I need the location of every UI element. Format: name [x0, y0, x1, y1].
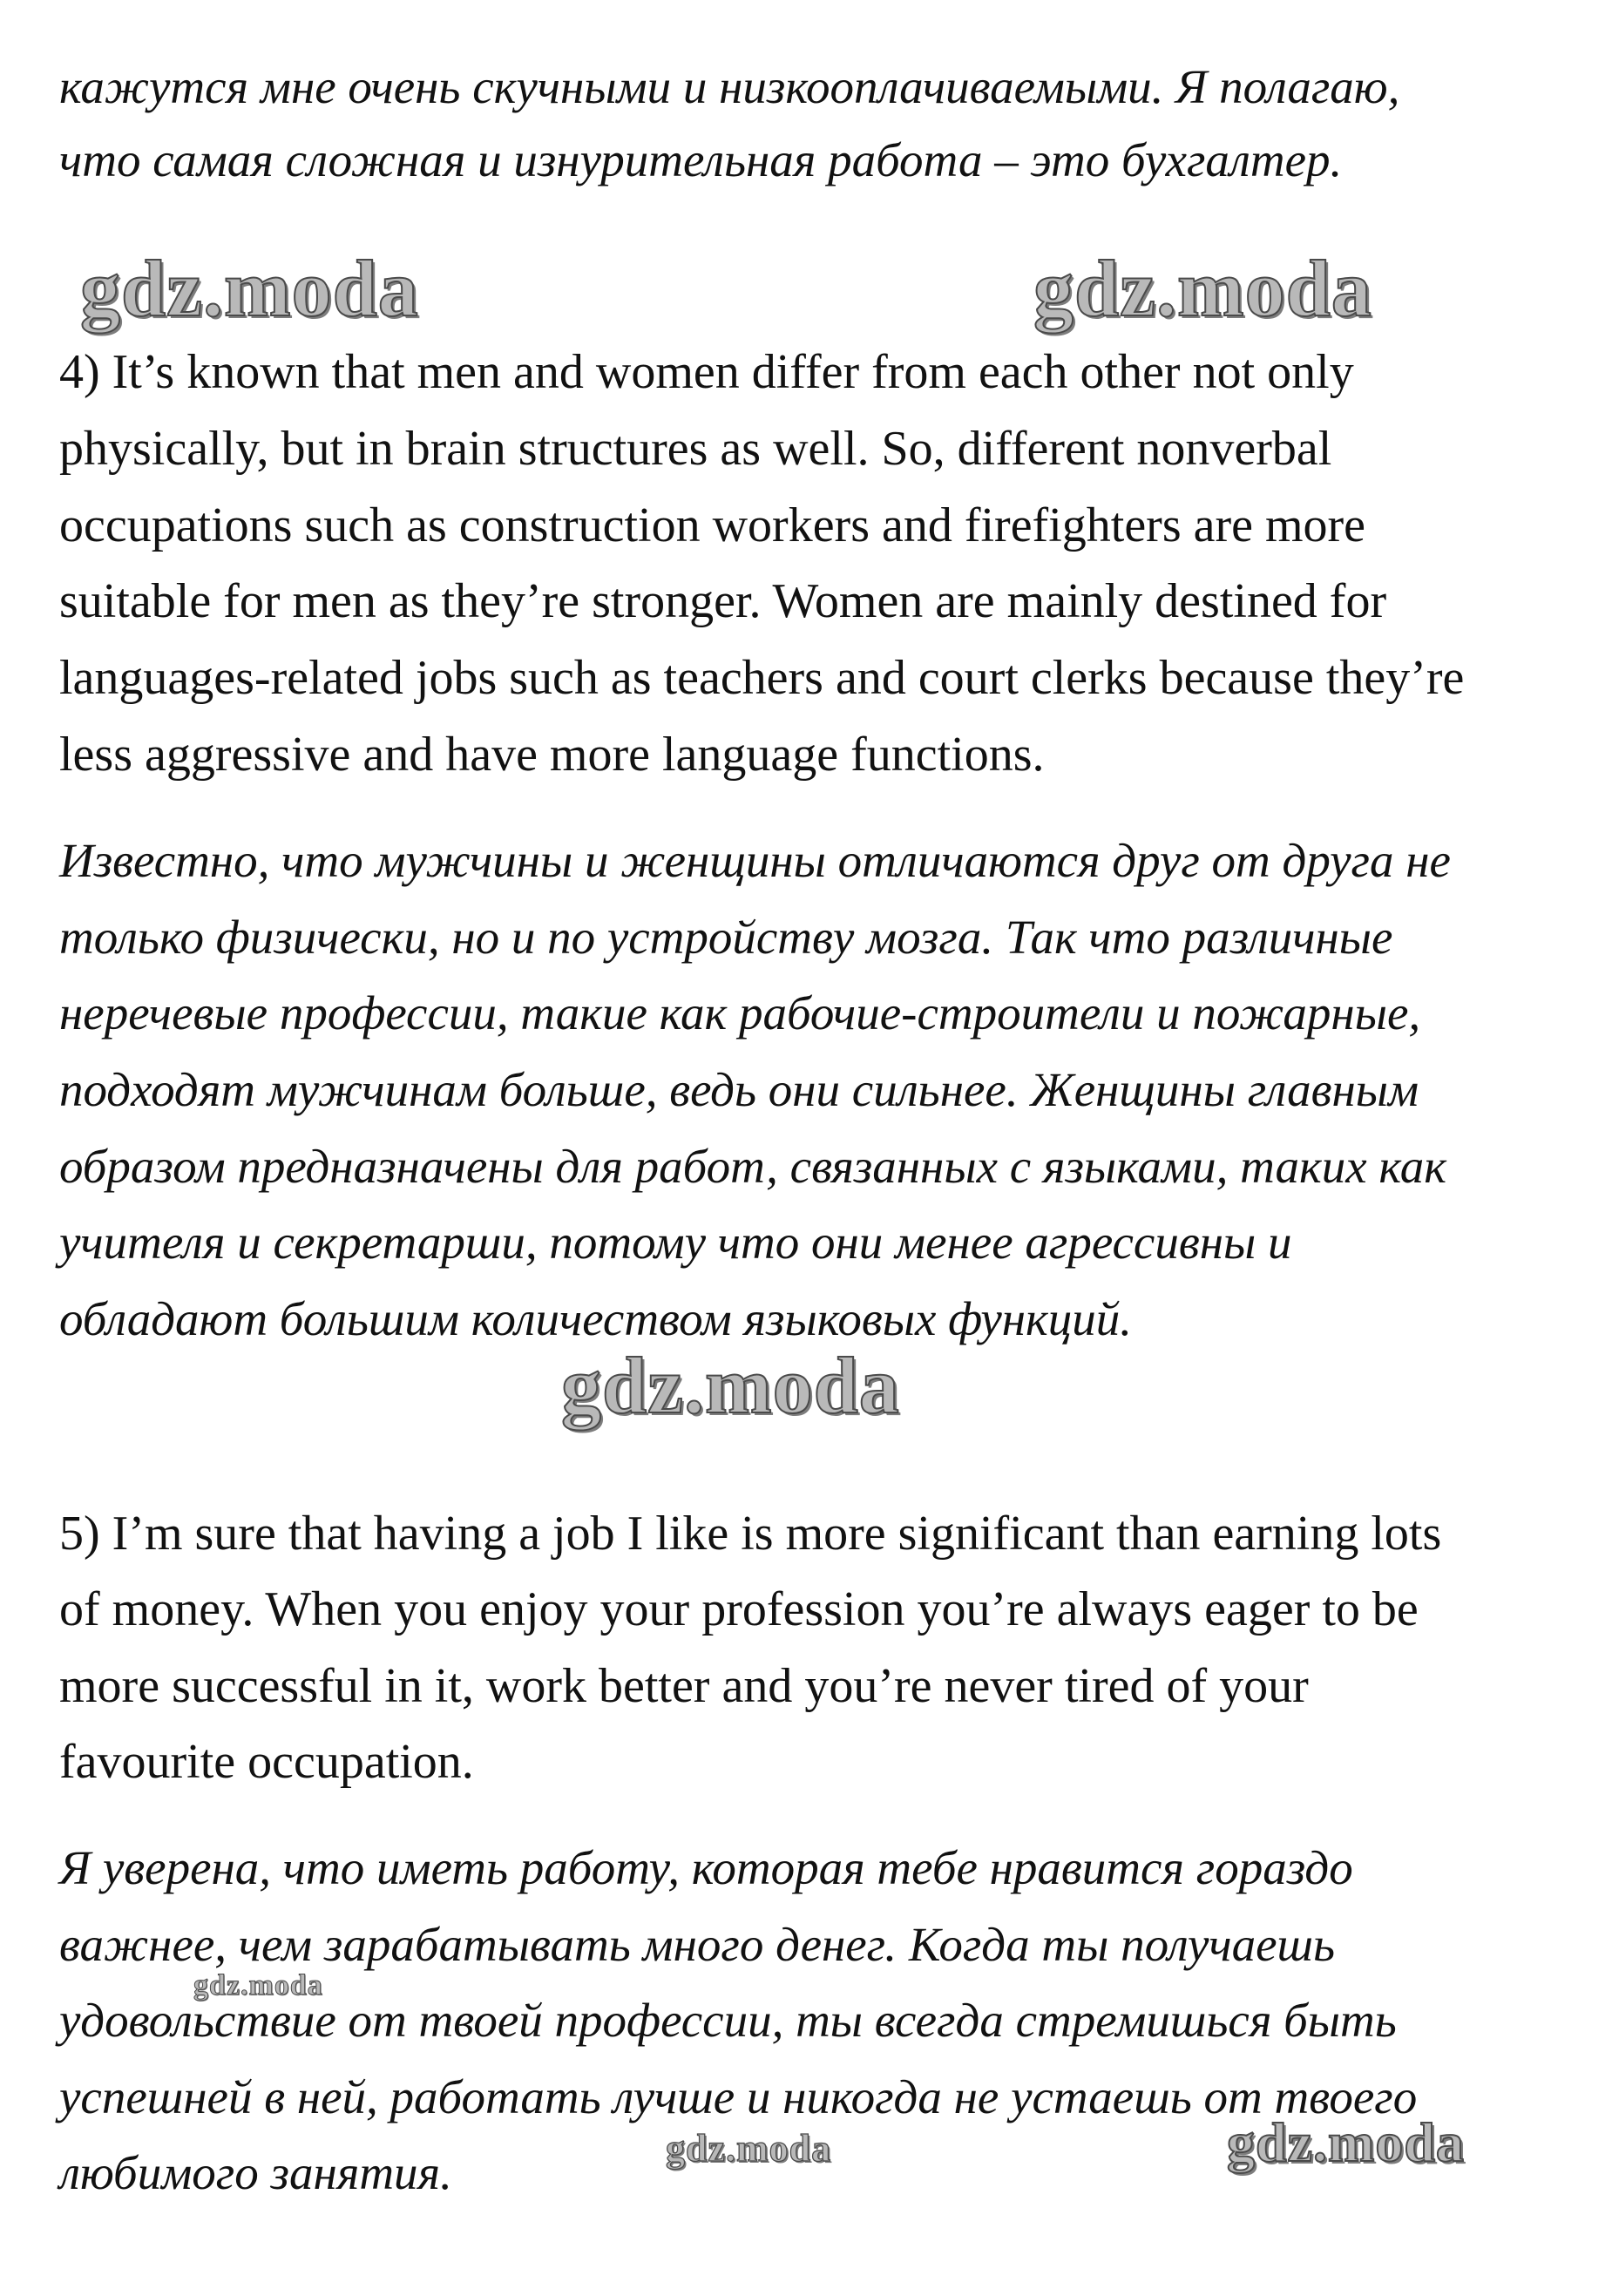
watermark-logo: gdz.moda: [1227, 2111, 1465, 2173]
item5-ru-line: любимого занятия.: [59, 2146, 452, 2199]
item5-ru-line: важнее, чем зарабатывать много денег. Когда ты получаешь: [59, 1918, 1336, 1971]
item4-ru-line: неречевые профессии, такие как рабочие-строители и пожарные,: [59, 986, 1421, 1040]
item4-en-line: occupations such as construction workers and firefighters are more: [59, 498, 1366, 552]
intro-ru-line: кажутся мне очень скучными и низкооплачиваемыми. Я полагаю,: [59, 60, 1400, 113]
watermark-logo: gdz.moda: [561, 1341, 900, 1430]
intro-ru-line: что самая сложная и изнурительная работа – это бухгалтер.: [59, 133, 1343, 186]
item4-ru-line: только физически, но и по устройству мозга. Так что различные: [59, 911, 1393, 964]
item4-ru-line: учителя и секретарши, потому что они менее агрессивны и: [59, 1216, 1292, 1269]
item5-ru-line: удовольствие от твоей профессии, ты всегда стремишься быть: [59, 1994, 1397, 2047]
item5-en-line: more successful in it, work better and you’re never tired of your: [59, 1659, 1309, 1713]
item4-en-line: 4) It’s known that men and women differ from each other not only: [59, 345, 1354, 399]
item4-ru-line: обладают большим количеством языковых функций.: [59, 1292, 1133, 1345]
item4-ru-line: подходят мужчинам больше, ведь они сильнее. Женщины главным: [59, 1063, 1419, 1116]
item4-ru-line: образом предназначены для работ, связанных с языками, таких как: [59, 1140, 1446, 1193]
item4-en-line: less aggressive and have more language functions.: [59, 728, 1045, 782]
watermark-logo: gdz.moda: [193, 1969, 323, 2001]
item5-ru-line: успешней в ней, работать лучше и никогда не устаешь от твоего: [59, 2070, 1418, 2123]
item5-en-line: of money. When you enjoy your profession you’re always eager to be: [59, 1582, 1419, 1636]
item5-en-line: 5) I’m sure that having a job I like is more significant than earning lots: [59, 1507, 1442, 1561]
watermark-logo: gdz.moda: [1033, 244, 1372, 333]
item5-ru-line: Я уверена, что иметь работу, которая тебе нравится гораздо: [59, 1841, 1353, 1894]
item4-en-line: physically, but in brain structures as well. So, different nonverbal: [59, 422, 1332, 476]
watermark-logo: gdz.moda: [666, 2127, 832, 2170]
watermark-logo: gdz.moda: [80, 244, 419, 333]
item4-ru-line: Известно, что мужчины и женщины отличаются друг от друга не: [59, 834, 1451, 887]
item4-en-line: suitable for men as they’re stronger. Women are mainly destined for: [59, 574, 1387, 628]
item4-en-line: languages-related jobs such as teachers and court clerks because they’re: [59, 651, 1465, 705]
item5-en-line: favourite occupation.: [59, 1735, 474, 1789]
